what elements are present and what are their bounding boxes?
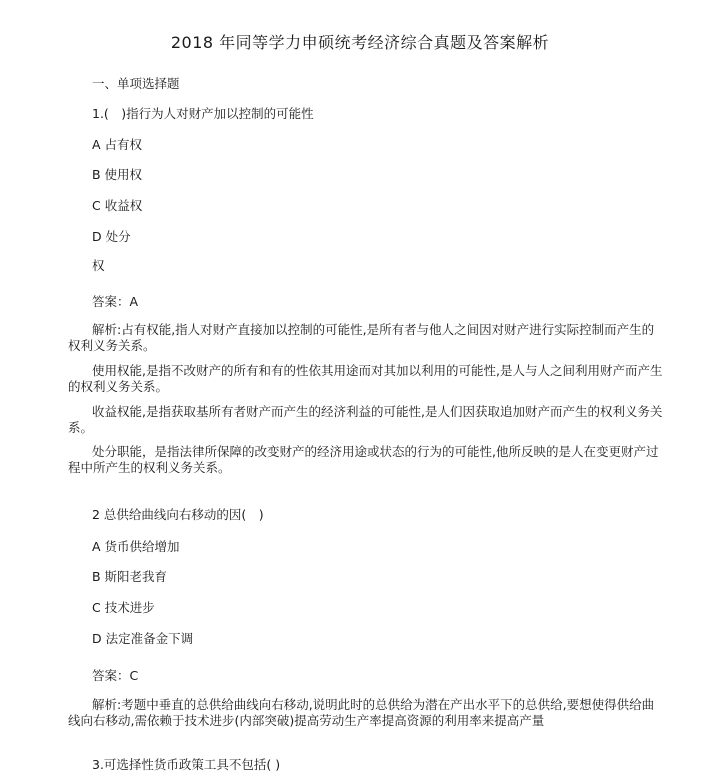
section-heading: 一、单项选择题 bbox=[92, 76, 180, 91]
question-3-stem: 3.可选择性货币政策工具不包括( ) bbox=[92, 757, 281, 772]
document-title: 2018 年同等学力申硕统考经济综合真题及答案解析 bbox=[170, 33, 550, 52]
question-2-answer: 答案：C bbox=[92, 668, 139, 683]
question-1-stem: 1.( )指行为人对财产加以控制的可能性 bbox=[92, 106, 314, 121]
question-1-answer: 答案：A bbox=[92, 294, 139, 309]
question-1-option-b: B 使用权 bbox=[92, 167, 143, 182]
question-2-analysis: 解析:考题中垂直的总供给曲线向右移动,说明此时的总供给为潜在产出水平下的总供给,要想使得供给曲线向右移动,需依赖于技术进步(内部突破)提高劳动生产率提高资源的利用率来提高产量 bbox=[68, 697, 655, 728]
question-1-analysis-4: 处分职能，是指法律所保障的改变财产的经济用途或状态的行为的可能性,他所反映的是人在变更财产过程中所产生的权利义务关系。 bbox=[68, 444, 659, 475]
question-2-stem: 2 总供给曲线向右移动的因( ) bbox=[92, 507, 264, 522]
question-2-option-a: A 货币供给增加 bbox=[92, 539, 180, 554]
question-1-option-c: C 收益权 bbox=[92, 198, 143, 213]
question-2-option-b: B 斯阳老我育 bbox=[92, 569, 168, 584]
question-1-option-a: A 占有权 bbox=[92, 137, 143, 152]
question-1-analysis-2: 使用权能,是指不改财产的所有和有的性依其用途而对其加以利用的可能性,是人与人之间利用财产而产生的权利义务关系。 bbox=[68, 363, 663, 394]
question-2-option-c: C 技术进步 bbox=[92, 600, 155, 615]
question-2-option-d: D 法定准备金下调 bbox=[92, 631, 194, 646]
question-1-analysis-1: 解析:占有权能,指人对财产直接加以控制的可能性,是所有者与他人之间因对财产进行实际控制而产生的权利义务关系。 bbox=[68, 322, 655, 353]
question-1-option-d-wrap: 权 bbox=[92, 258, 105, 273]
question-1-analysis-3: 收益权能,是指获取基所有者财产而产生的经济利益的可能性,是人们因获取追加财产而产生的权利义务关系。 bbox=[68, 404, 663, 435]
question-1-option-d: D 处分 bbox=[92, 229, 131, 244]
